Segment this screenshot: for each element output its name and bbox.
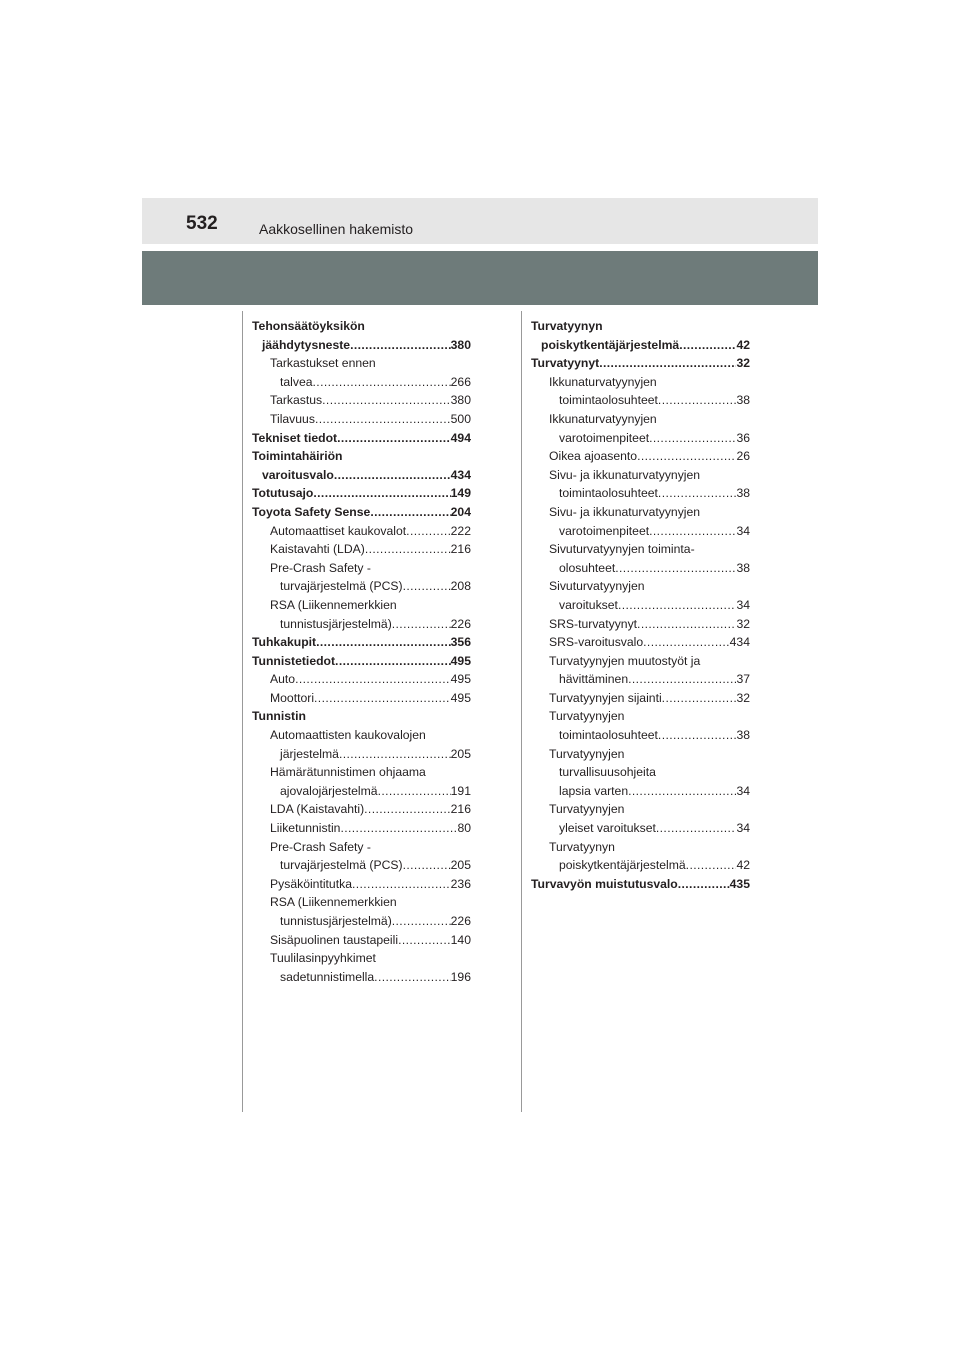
leader-dots [378,782,451,801]
leader-dots [637,447,736,466]
leader-dots [406,522,450,541]
right-column-rule [521,311,522,1112]
leader-dots [339,745,451,764]
index-entry-page: 196 [450,969,471,984]
index-entry-text: Toimintahäiriön [252,449,343,464]
leader-dots [364,800,451,819]
index-entry [252,707,471,726]
index-entry [252,633,471,652]
index-entry [531,559,750,578]
index-entry-page: 38 [736,486,750,501]
index-entry-text: Hämärätunnistimen ohjaama [270,765,426,780]
index-entry [531,373,750,392]
index-entry [252,615,471,634]
index-entry-page: 140 [450,932,471,947]
index-entry-page: 205 [450,858,471,873]
index-entry-text: Turvatyynyjen [549,802,625,817]
index-entry-text: talvea [280,374,313,389]
leader-dots [335,652,451,671]
index-entry-text: Totutusajo [252,486,314,501]
index-entry-text: lapsia varten [559,783,629,798]
index-entry-text: turvallisuusohjeita [559,765,656,780]
index-entry-text: turvajärjestelmä (PCS) [280,579,403,594]
leader-dots [313,373,451,392]
index-entry-page: 42 [736,858,750,873]
leader-dots [398,931,451,950]
index-entry-page: 495 [450,653,471,668]
index-entry-text: Sivuturvatyynyjen toiminta- [549,542,695,557]
index-entry [252,949,471,968]
index-entry [252,429,471,448]
leader-dots [365,540,451,559]
index-entry-text: Kaistavahti (LDA) [270,542,365,557]
leader-dots [615,559,736,578]
index-entry-page: 495 [450,690,471,705]
index-entry [531,652,750,671]
index-entry [531,689,750,708]
index-entry [252,819,471,838]
index-entry [531,838,750,857]
index-entry [531,577,750,596]
leader-dots [403,856,451,875]
index-entry-text: tunnistusjärjestelmä) [280,616,392,631]
index-entry-text: RSA (Liikennemerkkien [270,597,397,612]
index-entry [252,577,471,596]
index-entry-text: sadetunnistimella [280,969,375,984]
index-entry-text: tunnistusjärjestelmä) [280,914,392,928]
leader-dots [403,577,451,596]
index-entry-text: varoitukset [559,597,618,612]
index-entry [531,391,750,410]
index-entry [531,726,750,745]
index-entry [531,336,750,355]
leader-dots [392,912,451,931]
index-entry [252,410,471,429]
index-entry-text: Tuulilasinpyyhkimet [270,951,376,966]
leader-dots [313,484,450,503]
leader-dots [658,484,737,503]
index-entry-text: Sivuturvatyynyjen [549,579,645,594]
index-entry [531,540,750,559]
index-entry-text: Tehonsäätöyksikön [252,319,365,333]
index-entry-page: 32 [736,616,750,631]
index-entry-page: 226 [450,914,471,928]
page-title: Aakkosellinen hakemisto [259,221,414,237]
index-entry [531,745,750,764]
index-entry [531,856,750,875]
index-entry [252,336,471,355]
leader-dots [295,670,451,689]
leader-dots [334,466,451,485]
index-entry-page: 34 [736,783,750,798]
index-entry-text: poiskytkentäjärjestelmä [559,858,686,873]
index-entry [252,652,471,671]
index-entry-text: hävittäminen [559,672,629,687]
index-entry-page: 205 [450,746,471,761]
index-entry-text: Tarkastukset ennen [270,356,376,371]
index-entry-page: 191 [450,783,471,798]
index-entry [252,745,471,764]
index-entry-text: Ikkunaturvatyynyjen [549,411,657,426]
leader-dots [314,689,451,708]
index-entry-text: Sivu- ja ikkunaturvatyynyjen [549,504,701,519]
index-entry-text: Tunnistin [252,709,306,724]
leader-dots [628,670,736,689]
index-entry [252,893,471,912]
index-entry [531,429,750,448]
index-entry [531,466,750,485]
index-entry-page: 149 [450,486,471,501]
index-entry-page: 34 [736,821,750,836]
index-entry [531,484,750,503]
leader-dots [658,726,737,745]
leader-dots [350,336,451,355]
index-entry-page: 434 [729,635,750,650]
index-entry-page: 226 [450,616,471,631]
index-entry-page: 216 [450,802,471,817]
index-entry-text: Turvatyynyjen sijainti [549,690,662,705]
index-entry [531,875,750,894]
index-entry [252,317,471,336]
leader-dots [686,856,737,875]
leader-dots [316,633,451,652]
index-entry [531,503,750,522]
index-entry-text: Turvatyynyjen muutostyöt ja [549,653,701,668]
index-entry-page: 80 [457,821,471,836]
index-entry-text: varoitusvalo [262,467,334,482]
index-entry [252,931,471,950]
index-entry [252,912,471,931]
index-entry [252,447,471,466]
index-entry [531,800,750,819]
index-entry-text: Ikkunaturvatyynyjen [549,374,657,389]
index-entry-text: Turvatyynyt [531,356,600,371]
index-entry [252,596,471,615]
index-entry-page: 34 [736,523,750,538]
leader-dots [337,429,451,448]
index-entry-text: Tarkastus [270,393,323,408]
index-entry [531,633,750,652]
index-entry-text: Tekniset tiedot [252,430,338,445]
index-entry [252,726,471,745]
index-entry-text: Sisäpuolinen taustapeili [270,932,399,947]
index-entry [252,373,471,392]
index-entry-page: 208 [450,579,471,594]
index-entry-page: 266 [450,374,471,389]
index-entry-page: 222 [450,523,471,538]
index-entry-text: toimintaolosuhteet [559,486,658,501]
index-entry-page: 38 [736,728,750,743]
leader-dots [658,391,737,410]
index-entry [252,968,471,987]
index-entry-page: 435 [729,876,750,891]
index-entry-page: 495 [450,672,471,687]
index-entry-page: 494 [450,430,471,445]
index-entry [252,689,471,708]
index-entry [252,782,471,801]
index-entry [531,670,750,689]
index-entry [252,354,471,373]
index-entry [531,707,750,726]
index-entry-page: 500 [450,411,471,426]
index-entry-text: Tilavuus [270,411,315,426]
index-entry [531,819,750,838]
index-entry-text: SRS-varoitusvalo [549,635,644,650]
index-entry-page: 34 [736,597,750,612]
index-entry-text: SRS-turvatyynyt [549,616,638,631]
index-entry-text: Auto [270,672,296,687]
leader-dots [599,354,736,373]
index-entry [252,391,471,410]
index-entry-text: yleiset varoitukset [559,821,656,836]
index-entry-page: 38 [736,560,750,575]
leader-dots [322,391,451,410]
index-entry [252,670,471,689]
index-entry [252,763,471,782]
index-entry [252,503,471,522]
index-entry-text: ajovalojärjestelmä [280,783,378,798]
index-entry-page: 42 [736,337,750,352]
index-entry-page: 236 [450,876,471,891]
leader-dots [656,819,737,838]
index-entry-text: jäähdytysneste [262,337,351,352]
leader-dots [340,819,457,838]
leader-dots [649,522,736,541]
index-entry [531,596,750,615]
header-bar [142,198,818,244]
leader-dots [352,875,451,894]
index-entry-page: 356 [450,635,471,650]
index-entry-page: 38 [736,393,750,408]
index-entry-page: 26 [736,449,750,464]
leader-dots [637,615,736,634]
index-entry-text: Tunnistetiedot [252,653,336,668]
index-entry-text: varotoimenpiteet [559,523,650,538]
left-column-rule [242,311,243,1112]
index-entry-page: 380 [450,393,471,408]
index-entry-text: toimintaolosuhteet [559,728,658,743]
index-entry-text: Turvatyynyn [531,319,603,333]
index-entry [531,763,750,782]
leader-dots [370,503,450,522]
leader-dots [679,336,736,355]
index-entry-text: RSA (Liikennemerkkien [270,895,397,910]
index-entry [531,317,750,336]
index-entry-text: Pre-Crash Safety - [270,560,371,575]
index-entry [252,484,471,503]
index-entry-text: Moottori [270,690,315,705]
index-entry-text: olosuhteet [559,560,616,575]
leader-dots [315,410,451,429]
index-entry-text: Turvatyynyjen [549,746,625,761]
index-entry-page: 216 [450,542,471,557]
index-entry-page: 37 [736,672,750,687]
index-entry-text: Turvavyön muistutusvalo [531,876,678,891]
index-entry [531,615,750,634]
leader-dots [628,782,736,801]
index-column-left [252,317,471,986]
index-entry-text: varotoimenpiteet [559,430,650,445]
leader-dots [662,689,737,708]
index-entry [531,410,750,429]
index-entry [252,856,471,875]
index-entry-page: 32 [736,356,750,371]
index-entry-text: Turvatyynyjen [549,709,625,724]
index-entry-text: Automaattiset kaukovalot [270,523,407,538]
index-entry-page: 380 [450,337,471,352]
index-entry-text: Oikea ajoasento [549,449,638,464]
index-entry-text: Turvatyynyn [549,839,615,854]
index-entry-text: järjestelmä [280,746,339,761]
leader-dots [678,875,730,894]
index-entry-page: 32 [736,690,750,705]
index-entry [252,838,471,857]
index-entry [531,782,750,801]
index-entry [531,447,750,466]
index-entry [252,522,471,541]
index-entry [252,800,471,819]
index-entry [252,466,471,485]
index-entry-page: 36 [736,430,750,445]
index-entry [252,559,471,578]
index-entry-text: Automaattisten kaukovalojen [270,728,426,743]
index-entry-text: Sivu- ja ikkunaturvatyynyjen [549,467,701,482]
index-entry-text: LDA (Kaistavahti) [270,802,365,817]
index-entry [252,540,471,559]
index-entry-text: Toyota Safety Sense [252,504,371,519]
index-entry [531,354,750,373]
index-entry-text: turvajärjestelmä (PCS) [280,858,403,873]
leader-dots [392,615,451,634]
index-entry-page: 434 [450,467,471,482]
index-entry-text: toimintaolosuhteet [559,393,658,408]
section-bar [142,251,818,305]
index-entry-text: Tuhkakupit [252,635,317,650]
leader-dots [618,596,737,615]
index-entry-text: Pre-Crash Safety - [270,839,371,854]
leader-dots [374,968,450,987]
index-entry-text: Liiketunnistin [270,821,341,836]
index-entry [531,522,750,541]
index-entry-text: poiskytkentäjärjestelmä [541,337,680,352]
index-column-right [531,317,750,893]
leader-dots [643,633,730,652]
index-entry [252,875,471,894]
page-number: 532 [186,213,218,234]
index-entry-text: Pysäköintitutka [270,876,352,891]
index-entry-page: 204 [450,504,471,519]
leader-dots [649,429,736,448]
